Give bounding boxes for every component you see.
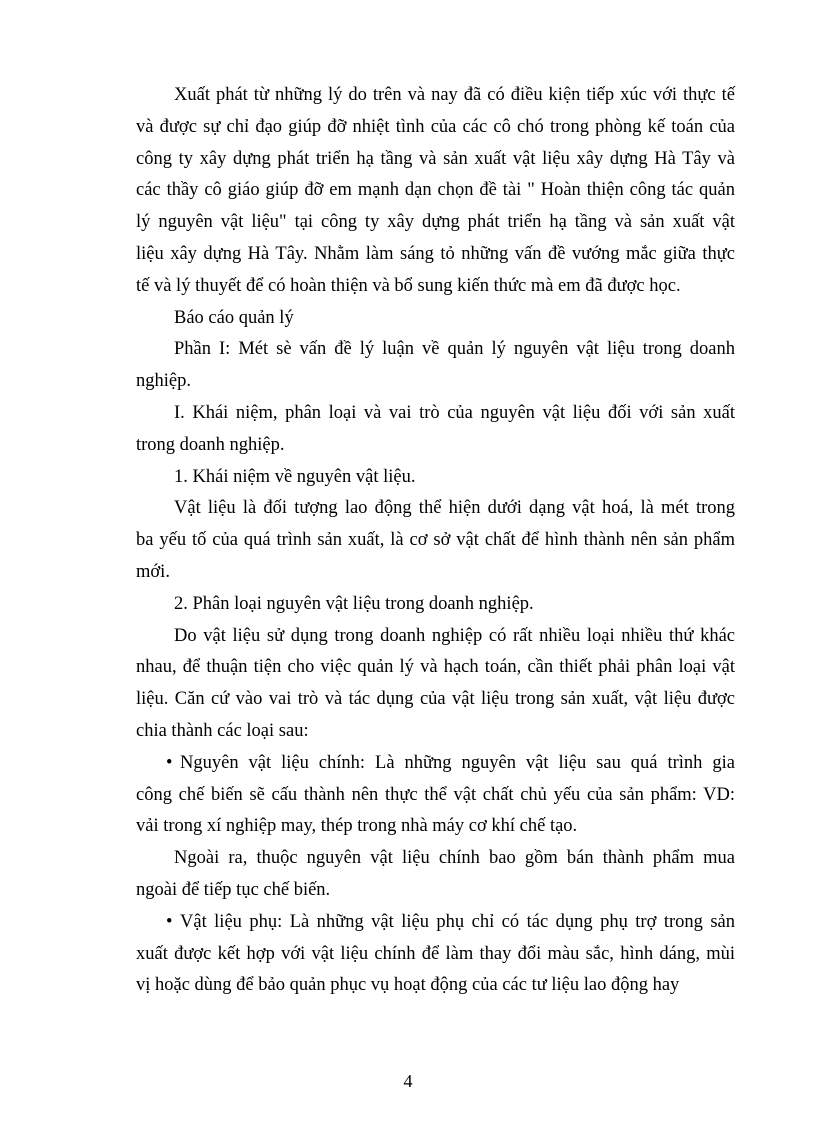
- paragraph: [136, 493, 735, 588]
- paragraph: [136, 80, 735, 303]
- section-heading: [136, 303, 735, 335]
- text-line: nghiệp.: [136, 371, 191, 392]
- text-line: ba yếu tố của quá trình sản xuất, là cơ sở vật chất để hình thành nên sản phẩm: [136, 530, 735, 551]
- subsection-heading: [136, 462, 735, 494]
- text-line: lý nguyên vật liệu" tại công ty xây dựng phát triển hạ tầng và sản xuất vật: [136, 212, 735, 233]
- chapter-heading: [136, 398, 735, 462]
- text-line: ngoài để tiếp tục chế biến.: [136, 879, 331, 900]
- text-line: tế và lý thuyết để có hoàn thiện và bổ sung kiến thức mà em đã được học.: [136, 275, 681, 296]
- bullet-icon: •: [166, 752, 173, 773]
- subsection-heading: [136, 589, 735, 621]
- text-line: [136, 748, 735, 780]
- text-line: Do vật liệu sử dụng trong doanh nghiệp có rất nhiều loại nhiều thứ khác: [174, 625, 735, 646]
- text-line: chia thành các loại sau:: [136, 720, 309, 741]
- paragraph: [136, 843, 735, 907]
- text-line: xuất được kết hợp với vật liệu chính để làm thay đổi màu sắc, hình dáng, mùi: [136, 943, 735, 964]
- text-line: Phần I: Mét sè vấn đề lý luận về quản lý nguyên vật liệu trong doanh: [174, 339, 735, 360]
- text-line: liệu. Căn cứ vào vai trò và tác dụng của vật liệu trong sản xuất, vật liệu được: [136, 689, 735, 710]
- bullet-text: Nguyên vật liệu chính: Là những nguyên vật liệu sau quá trình gia: [180, 752, 735, 773]
- text-line: Xuất phát từ những lý do trên và nay đã có điều kiện tiếp xúc với thực tế: [174, 85, 735, 105]
- text-line: Báo cáo quản lý: [174, 307, 294, 328]
- document-body: [136, 80, 735, 1002]
- text-line: liệu xây dựng Hà Tây. Nhằm làm sáng tỏ những vấn đề vướng mắc giữa thực: [136, 243, 735, 264]
- bullet-text: Vật liệu phụ: Là những vật liệu phụ chỉ có tác dụng phụ trợ trong sản: [180, 911, 735, 932]
- text-line: các thầy cô giáo giúp đỡ em mạnh dạn chọn đề tài " Hoàn thiện công tác quản: [136, 180, 735, 201]
- bullet-item: [136, 907, 735, 1002]
- text-line: mới.: [136, 561, 170, 582]
- paragraph: [136, 621, 735, 748]
- text-line: và được sự chỉ đạo giúp đỡ nhiệt tình của các cô chó trong phòng kế toán của: [136, 116, 735, 137]
- text-line: [136, 907, 735, 939]
- text-line: I. Khái niệm, phân loại và vai trò của nguyên vật liệu đối với sản xuất: [174, 402, 735, 423]
- text-line: công ty xây dựng phát triển hạ tầng và sản xuất vật liệu xây dựng Hà Tây và: [136, 148, 735, 169]
- text-line: vải trong xí nghiệp may, thép trong nhà máy cơ khí chế tạo.: [136, 816, 578, 837]
- bullet-icon: •: [166, 911, 173, 932]
- text-line: Vật liệu là đối tượng lao động thể hiện dưới dạng vật hoá, là mét trong: [174, 498, 735, 519]
- part-heading: [136, 334, 735, 398]
- text-line: trong doanh nghiệp.: [136, 434, 285, 455]
- text-line: nhau, để thuận tiện cho việc quản lý và hạch toán, cần thiết phải phân loại vật: [136, 657, 735, 678]
- text-line: công chế biến sẽ cấu thành nên thực thể vật chất chủ yếu của sản phẩm: VD:: [136, 784, 735, 805]
- text-line: 2. Phân loại nguyên vật liệu trong doanh nghiệp.: [174, 593, 534, 614]
- text-line: 1. Khái niệm về nguyên vật liệu.: [174, 466, 416, 487]
- bullet-item: [136, 748, 735, 843]
- text-line: vị hoặc dùng để bảo quản phục vụ hoạt động của các tư liệu lao động hay: [136, 975, 680, 996]
- page-number: 4: [403, 1071, 413, 1091]
- text-line: Ngoài ra, thuộc nguyên vật liệu chính bao gồm bán thành phẩm mua: [174, 848, 735, 869]
